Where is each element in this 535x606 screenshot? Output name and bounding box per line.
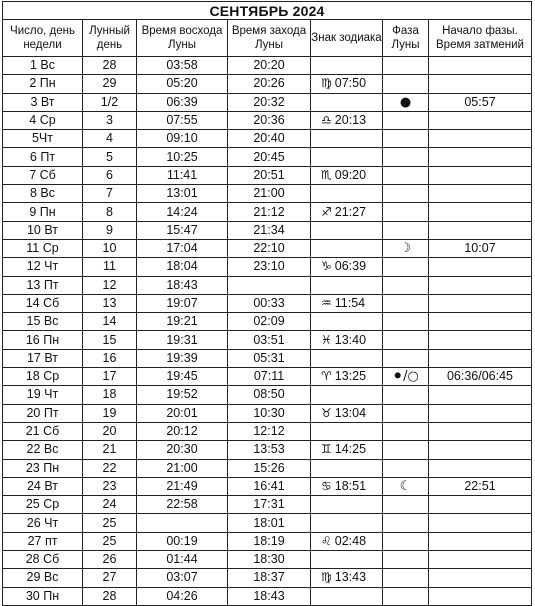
new-moon-icon: ●: [399, 94, 412, 110]
moonrise-cell: 20:01: [137, 404, 228, 422]
moonrise-cell: 11:41: [137, 166, 228, 184]
moonset-cell: 21:12: [228, 203, 311, 221]
date-cell: 23 Пн: [3, 459, 83, 477]
zodiac-cell: [311, 294, 383, 312]
moonrise-cell: 10:25: [137, 148, 228, 166]
date-cell: 14 Сб: [3, 294, 83, 312]
table-row: [3, 404, 532, 422]
date-cell: 27 пт: [3, 532, 83, 550]
moonrise-cell: 00:19: [137, 532, 228, 550]
phase-cell: [383, 422, 429, 440]
date-cell: 6 Пт: [3, 148, 83, 166]
phase-start-cell: [429, 294, 532, 312]
lunar-day-cell: 14: [83, 313, 137, 331]
phase-start-cell: 06:36/06:45: [429, 368, 532, 386]
table-row: [3, 349, 532, 367]
lunar-day-cell: 26: [83, 551, 137, 569]
zodiac-cell: [311, 422, 383, 440]
date-cell: 19 Чт: [3, 386, 83, 404]
phase-cell: [383, 294, 429, 312]
moonset-cell: 16:41: [228, 477, 311, 495]
zodiac-cell: [311, 459, 383, 477]
eclipse-full-moon-icon: ⚫/○: [392, 369, 419, 385]
header-zodiac: Знак зодиака: [311, 20, 383, 57]
moonset-cell: 05:31: [228, 349, 311, 367]
taurus-icon: ♉: [321, 405, 332, 420]
lunar-day-cell: 5: [83, 148, 137, 166]
zodiac-cell: [311, 75, 383, 93]
table-row: [3, 294, 532, 312]
moonrise-cell: 17:04: [137, 239, 228, 257]
lunar-day-cell: 25: [83, 514, 137, 532]
moonrise-cell: 19:52: [137, 386, 228, 404]
phase-start-cell: [429, 258, 532, 276]
phase-cell: [383, 239, 429, 257]
lunar-day-cell: 10: [83, 239, 137, 257]
table-row: [3, 111, 532, 129]
phase-start-cell: 10:07: [429, 239, 532, 257]
moonset-cell: 20:51: [228, 166, 311, 184]
moonset-cell: 15:26: [228, 459, 311, 477]
first-quarter-icon: ☽: [399, 241, 412, 257]
moonrise-cell: 21:49: [137, 477, 228, 495]
lunar-day-cell: 17: [83, 368, 137, 386]
table-row: [3, 422, 532, 440]
table-title: СЕНТЯБРЬ 2024: [3, 2, 532, 20]
phase-cell: [383, 75, 429, 93]
table-row: [3, 368, 532, 386]
table-row: [3, 459, 532, 477]
phase-start-cell: [429, 422, 532, 440]
phase-cell: [383, 111, 429, 129]
phase-start-cell: [429, 386, 532, 404]
zodiac-cell: [311, 239, 383, 257]
lunar-calendar-table: [2, 1, 532, 606]
date-cell: 12 Чт: [3, 258, 83, 276]
moonset-cell: 23:10: [228, 258, 311, 276]
moonset-cell: 18:01: [228, 514, 311, 532]
moonset-cell: 20:45: [228, 148, 311, 166]
zodiac-cell: [311, 221, 383, 239]
phase-start-cell: [429, 404, 532, 422]
phase-cell: [383, 404, 429, 422]
table-row: [3, 496, 532, 514]
date-cell: 7 Сб: [3, 166, 83, 184]
last-quarter-icon: ☾: [399, 478, 412, 494]
lunar-day-cell: 1/2: [83, 93, 137, 111]
table-row: [3, 166, 532, 184]
phase-cell: [383, 130, 429, 148]
zodiac-cell: [311, 130, 383, 148]
phase-cell: [383, 496, 429, 514]
moonset-cell: 17:31: [228, 496, 311, 514]
date-cell: 1 Вс: [3, 57, 83, 75]
moonset-cell: 00:33: [228, 294, 311, 312]
header-moonrise: Время восхода Луны: [137, 20, 228, 57]
zodiac-cell: [311, 258, 383, 276]
phase-cell: [383, 166, 429, 184]
phase-cell: [383, 331, 429, 349]
date-cell: 5Чт: [3, 130, 83, 148]
lunar-day-cell: 29: [83, 75, 137, 93]
pisces-icon: ♓: [321, 332, 332, 347]
lunar-day-cell: 28: [83, 587, 137, 605]
moonset-cell: 20:32: [228, 93, 311, 111]
leo-icon: ♌: [321, 533, 332, 548]
moonrise-cell: 19:07: [137, 294, 228, 312]
moonset-cell: 22:10: [228, 239, 311, 257]
phase-start-cell: [429, 221, 532, 239]
lunar-day-cell: 21: [83, 441, 137, 459]
zodiac-cell: [311, 313, 383, 331]
phase-cell: [383, 93, 429, 111]
date-cell: 28 Сб: [3, 551, 83, 569]
lunar-day-cell: 18: [83, 386, 137, 404]
zodiac-time: 13:25: [334, 369, 367, 384]
zodiac-cell: [311, 368, 383, 386]
table-row: [3, 313, 532, 331]
lunar-day-cell: 8: [83, 203, 137, 221]
table-row: [3, 258, 532, 276]
moonrise-cell: 05:20: [137, 75, 228, 93]
moonrise-cell: 06:39: [137, 93, 228, 111]
header-moonset: Время захода Луны: [228, 20, 311, 57]
moonset-cell: 21:34: [228, 221, 311, 239]
header-phase: Фаза Луны: [383, 20, 429, 57]
date-cell: 13 Пт: [3, 276, 83, 294]
zodiac-cell: [311, 404, 383, 422]
phase-cell: [383, 532, 429, 550]
virgo-icon: ♍: [321, 570, 332, 585]
moonset-cell: 18:43: [228, 587, 311, 605]
gemini-icon: ♊: [321, 442, 332, 457]
phase-start-cell: [429, 496, 532, 514]
moonrise-cell: 03:07: [137, 569, 228, 587]
zodiac-time: 02:48: [334, 533, 367, 548]
lunar-day-cell: 9: [83, 221, 137, 239]
phase-cell: [383, 569, 429, 587]
phase-cell: [383, 441, 429, 459]
moonset-cell: 02:09: [228, 313, 311, 331]
phase-start-cell: [429, 185, 532, 203]
phase-cell: [383, 386, 429, 404]
zodiac-cell: [311, 203, 383, 221]
phase-start-cell: [429, 57, 532, 75]
date-cell: 20 Пт: [3, 404, 83, 422]
table-row: [3, 239, 532, 257]
moonrise-cell: 19:31: [137, 331, 228, 349]
zodiac-cell: [311, 185, 383, 203]
zodiac-cell: [311, 276, 383, 294]
date-cell: 8 Вс: [3, 185, 83, 203]
phase-start-cell: [429, 532, 532, 550]
table-row: [3, 221, 532, 239]
zodiac-time: 20:13: [334, 113, 367, 128]
date-cell: 30 Пн: [3, 587, 83, 605]
lunar-day-cell: 27: [83, 569, 137, 587]
date-cell: 21 Сб: [3, 422, 83, 440]
moonrise-cell: 07:55: [137, 111, 228, 129]
lunar-day-cell: 28: [83, 57, 137, 75]
moonset-cell: 08:50: [228, 386, 311, 404]
table-row: [3, 185, 532, 203]
phase-cell: [383, 313, 429, 331]
moonset-cell: 07:11: [228, 368, 311, 386]
phase-cell: [383, 276, 429, 294]
moonrise-cell: 15:47: [137, 221, 228, 239]
zodiac-cell: [311, 477, 383, 495]
zodiac-cell: [311, 551, 383, 569]
table-row: [3, 276, 532, 294]
moonrise-cell: 01:44: [137, 551, 228, 569]
table-row: [3, 75, 532, 93]
sagittarius-icon: ♐: [321, 204, 332, 219]
moonset-cell: 03:51: [228, 331, 311, 349]
zodiac-cell: [311, 386, 383, 404]
lunar-day-cell: 20: [83, 422, 137, 440]
lunar-day-cell: 7: [83, 185, 137, 203]
moonset-cell: 12:12: [228, 422, 311, 440]
scorpio-icon: ♏: [321, 167, 332, 182]
phase-start-cell: [429, 75, 532, 93]
phase-start-cell: [429, 166, 532, 184]
moonrise-cell: 20:12: [137, 422, 228, 440]
phase-start-cell: [429, 569, 532, 587]
lunar-day-cell: 22: [83, 459, 137, 477]
date-cell: 17 Вт: [3, 349, 83, 367]
phase-start-cell: [429, 514, 532, 532]
moonset-cell: 20:26: [228, 75, 311, 93]
moonrise-cell: 20:30: [137, 441, 228, 459]
phase-start-cell: [429, 148, 532, 166]
zodiac-time: 09:20: [334, 167, 367, 182]
zodiac-time: 18:51: [334, 478, 367, 493]
phase-cell: [383, 349, 429, 367]
moonrise-cell: [137, 514, 228, 532]
table-row: [3, 551, 532, 569]
phase-start-cell: [429, 276, 532, 294]
phase-cell: [383, 459, 429, 477]
lunar-day-cell: 3: [83, 111, 137, 129]
phase-cell: [383, 57, 429, 75]
table-body: [3, 57, 532, 606]
phase-start-cell: [429, 111, 532, 129]
date-cell: 11 Ср: [3, 239, 83, 257]
phase-cell: [383, 221, 429, 239]
date-cell: 29 Вс: [3, 569, 83, 587]
header-lunar-day: Лунный день: [83, 20, 137, 57]
moonrise-cell: 18:43: [137, 276, 228, 294]
moonset-cell: 20:36: [228, 111, 311, 129]
table-row: [3, 331, 532, 349]
table-row: [3, 441, 532, 459]
zodiac-time: 07:50: [334, 76, 367, 91]
zodiac-cell: [311, 514, 383, 532]
phase-cell: [383, 148, 429, 166]
cancer-icon: ♋: [321, 478, 332, 493]
phase-start-cell: [429, 331, 532, 349]
phase-cell: [383, 185, 429, 203]
moonrise-cell: 03:58: [137, 57, 228, 75]
zodiac-time: 21:27: [334, 204, 367, 219]
moonset-cell: 20:20: [228, 57, 311, 75]
zodiac-time: 14:25: [334, 442, 367, 457]
date-cell: 2 Пн: [3, 75, 83, 93]
moonrise-cell: 09:10: [137, 130, 228, 148]
lunar-day-cell: 25: [83, 532, 137, 550]
table-row: [3, 514, 532, 532]
date-cell: 10 Вт: [3, 221, 83, 239]
moonrise-cell: 19:39: [137, 349, 228, 367]
moonrise-cell: 19:21: [137, 313, 228, 331]
moonrise-cell: 19:45: [137, 368, 228, 386]
lunar-day-cell: 19: [83, 404, 137, 422]
date-cell: 24 Вт: [3, 477, 83, 495]
moonset-cell: [228, 276, 311, 294]
phase-start-cell: [429, 313, 532, 331]
zodiac-time: 13:40: [334, 332, 367, 347]
zodiac-time: 13:43: [334, 570, 367, 585]
table-row: [3, 130, 532, 148]
header-date: Число, день недели: [3, 20, 83, 57]
moonset-cell: 18:30: [228, 551, 311, 569]
moonset-cell: 18:19: [228, 532, 311, 550]
date-cell: 26 Чт: [3, 514, 83, 532]
lunar-day-cell: 23: [83, 477, 137, 495]
moonset-cell: 18:37: [228, 569, 311, 587]
zodiac-cell: [311, 166, 383, 184]
lunar-day-cell: 11: [83, 258, 137, 276]
table-row: [3, 477, 532, 495]
aries-icon: ♈: [321, 369, 332, 384]
phase-cell: [383, 477, 429, 495]
phase-start-cell: [429, 130, 532, 148]
zodiac-cell: [311, 93, 383, 111]
phase-cell: [383, 551, 429, 569]
table-row: [3, 57, 532, 75]
date-cell: 18 Ср: [3, 368, 83, 386]
table-row: [3, 532, 532, 550]
table-row: [3, 386, 532, 404]
table-row: [3, 203, 532, 221]
capricorn-icon: ♑: [321, 259, 332, 274]
libra-icon: ♎: [321, 113, 332, 128]
phase-start-cell: [429, 441, 532, 459]
lunar-day-cell: 13: [83, 294, 137, 312]
moonset-cell: 20:40: [228, 130, 311, 148]
phase-start-cell: [429, 551, 532, 569]
date-cell: 3 Вт: [3, 93, 83, 111]
zodiac-cell: [311, 496, 383, 514]
phase-cell: [383, 368, 429, 386]
moonrise-cell: 18:04: [137, 258, 228, 276]
phase-cell: [383, 514, 429, 532]
date-cell: 4 Ср: [3, 111, 83, 129]
zodiac-time: 13:04: [334, 405, 367, 420]
phase-cell: [383, 258, 429, 276]
moonrise-cell: 21:00: [137, 459, 228, 477]
zodiac-cell: [311, 569, 383, 587]
table-row: [3, 148, 532, 166]
zodiac-cell: [311, 441, 383, 459]
phase-start-cell: 22:51: [429, 477, 532, 495]
phase-start-cell: [429, 203, 532, 221]
lunar-day-cell: 4: [83, 130, 137, 148]
date-cell: 16 Пн: [3, 331, 83, 349]
table-row: [3, 93, 532, 111]
zodiac-cell: [311, 532, 383, 550]
aquarius-icon: ♒: [321, 296, 332, 310]
virgo-icon: ♍: [321, 76, 332, 91]
lunar-day-cell: 16: [83, 349, 137, 367]
zodiac-cell: [311, 331, 383, 349]
moonrise-cell: 14:24: [137, 203, 228, 221]
zodiac-cell: [311, 111, 383, 129]
date-cell: 9 Пн: [3, 203, 83, 221]
zodiac-time: 11:54: [334, 296, 366, 310]
lunar-day-cell: 15: [83, 331, 137, 349]
moonset-cell: 21:00: [228, 185, 311, 203]
moonset-cell: 10:30: [228, 404, 311, 422]
zodiac-cell: [311, 57, 383, 75]
date-cell: 22 Вс: [3, 441, 83, 459]
phase-start-cell: [429, 459, 532, 477]
lunar-day-cell: 24: [83, 496, 137, 514]
phase-start-cell: [429, 349, 532, 367]
lunar-day-cell: 12: [83, 276, 137, 294]
phase-cell: [383, 203, 429, 221]
zodiac-cell: [311, 349, 383, 367]
header-phase-start: Начало фазы. Время затмений: [429, 20, 532, 57]
zodiac-cell: [311, 148, 383, 166]
moonrise-cell: 22:58: [137, 496, 228, 514]
phase-start-cell: 05:57: [429, 93, 532, 111]
lunar-day-cell: 6: [83, 166, 137, 184]
moonrise-cell: 13:01: [137, 185, 228, 203]
date-cell: 15 Вс: [3, 313, 83, 331]
zodiac-time: 06:39: [334, 259, 367, 274]
date-cell: 25 Ср: [3, 496, 83, 514]
table-row: [3, 569, 532, 587]
moonset-cell: 13:53: [228, 441, 311, 459]
moonrise-cell: 04:26: [137, 587, 228, 605]
